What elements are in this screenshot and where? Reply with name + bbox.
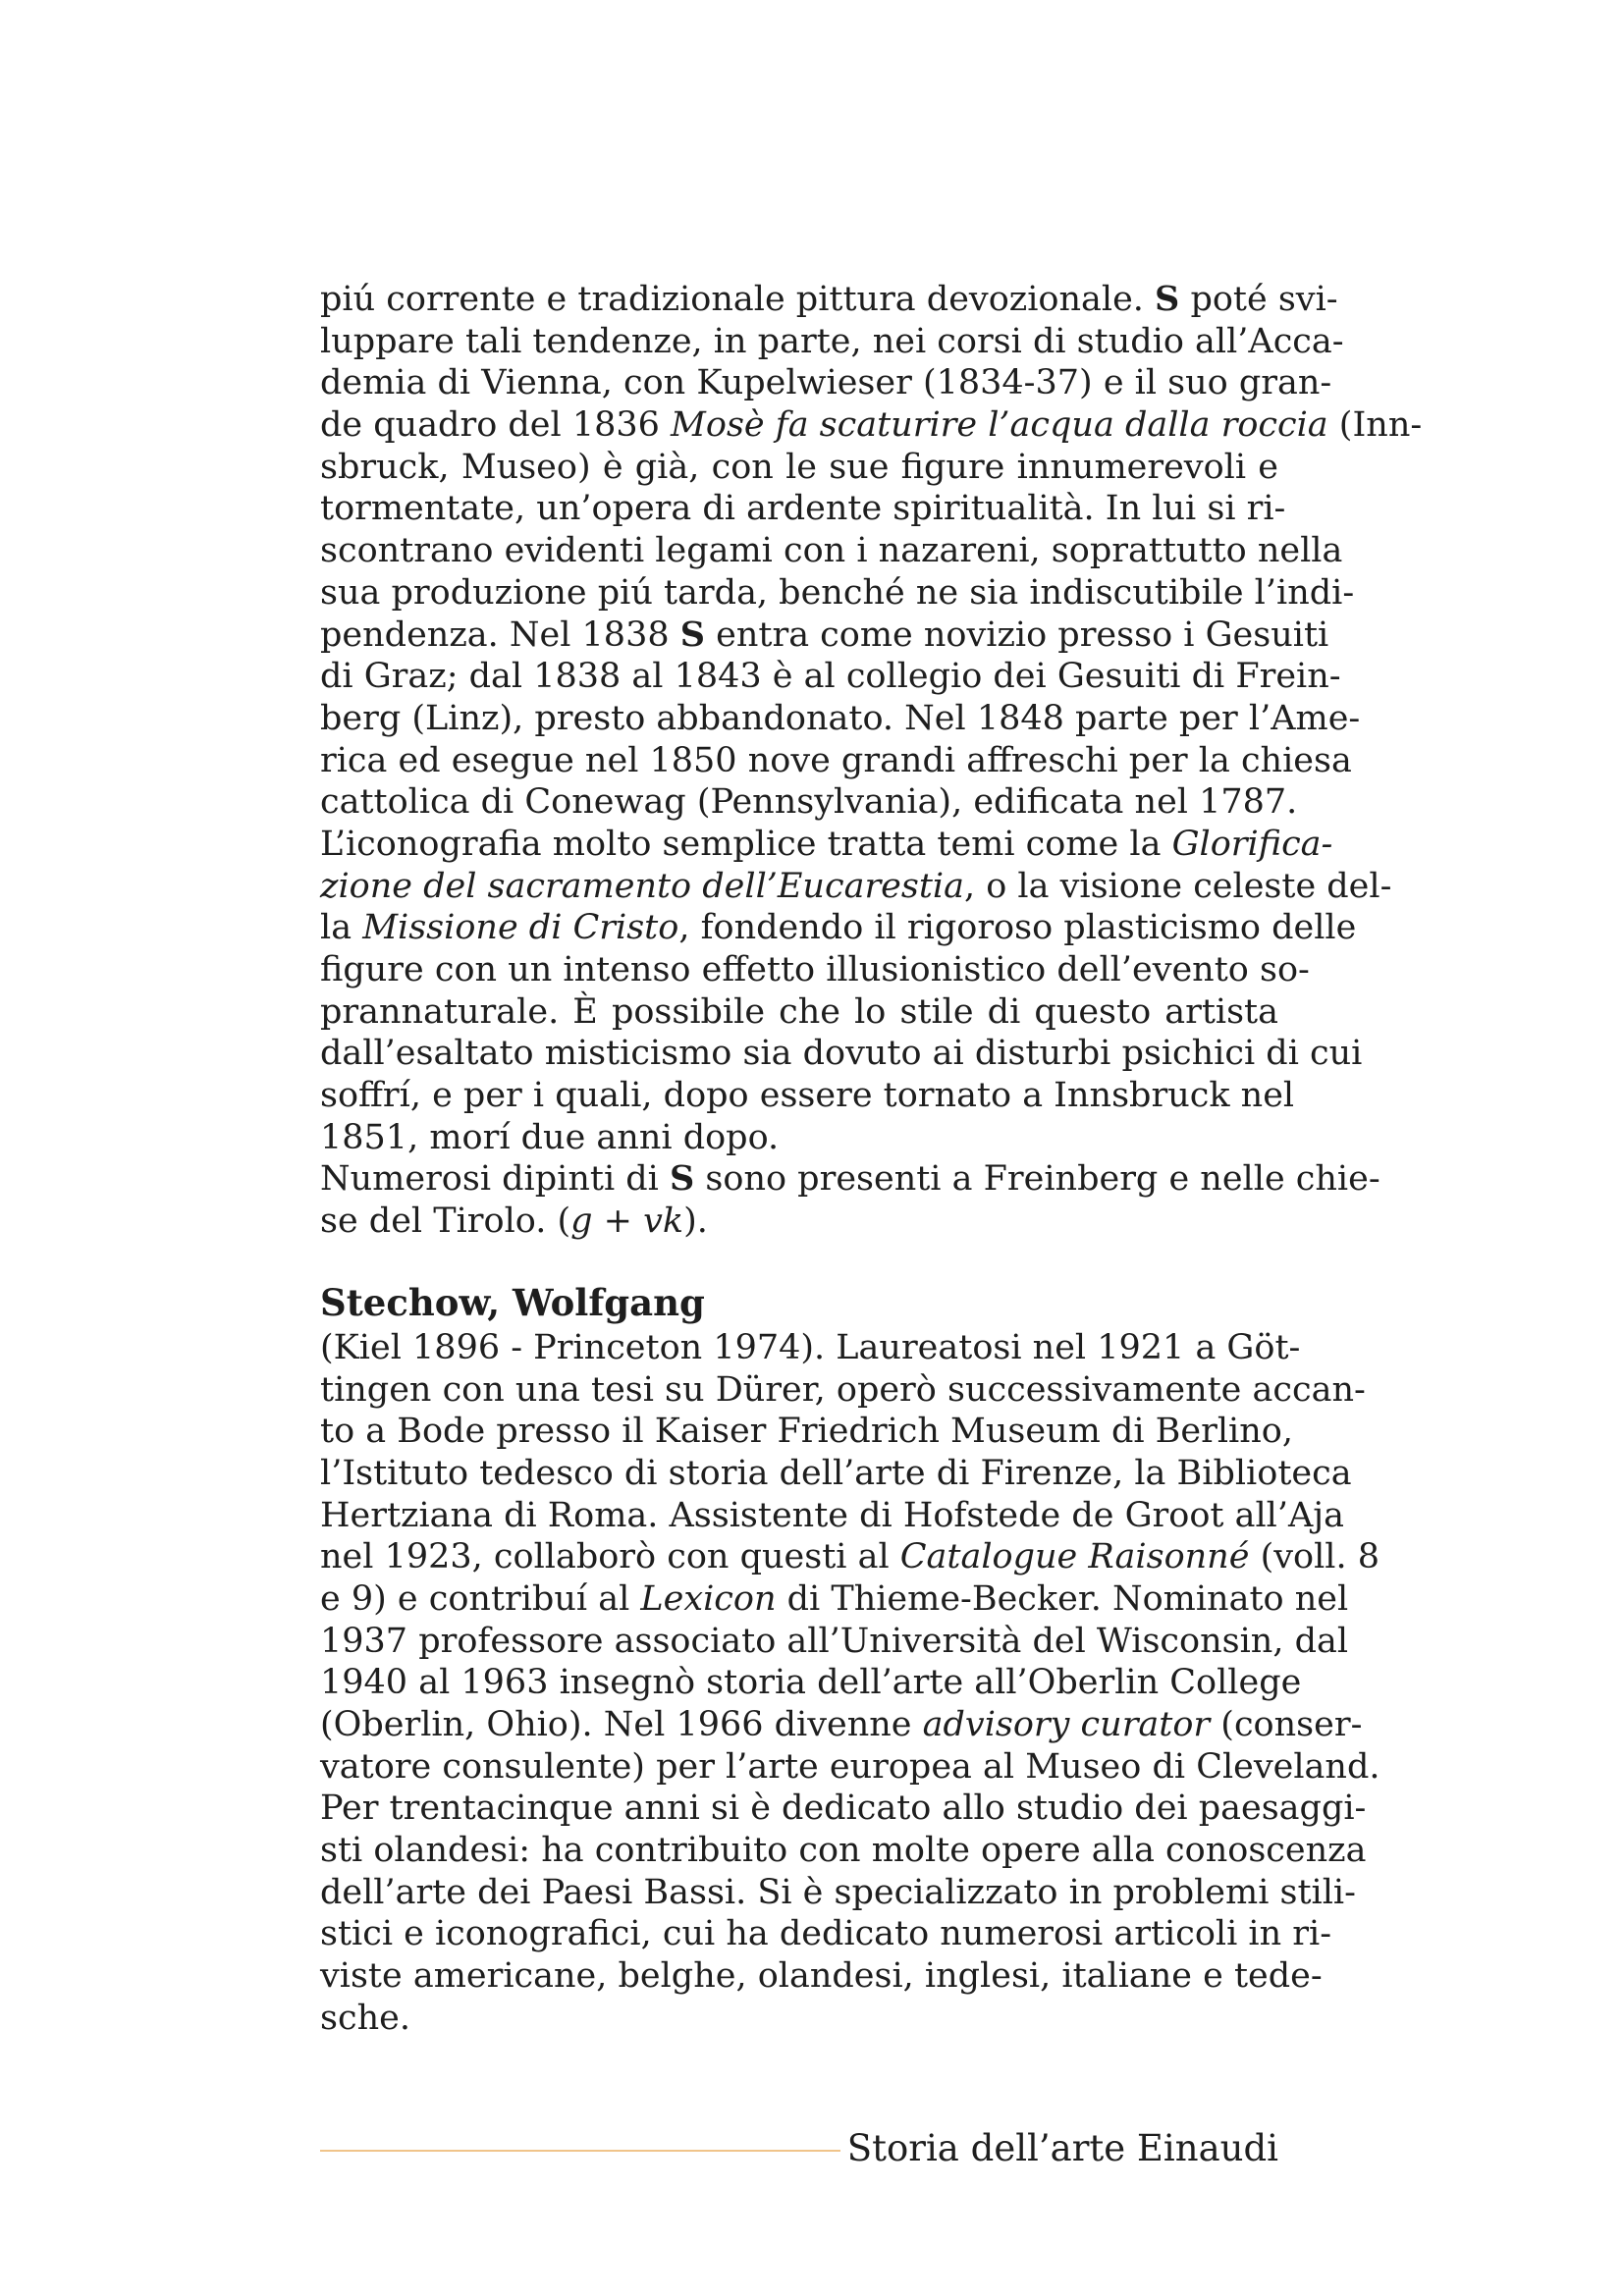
text-line — [320, 530, 1343, 572]
bold-abbreviation: S — [679, 614, 706, 655]
footer-publisher-text: Storia dell’arte Einaudi — [846, 2127, 1278, 2169]
text-span: Per trentacinque anni si è dedicato allo studio dei paesaggi- — [320, 1789, 1367, 1829]
text-span: poté svi- — [1179, 280, 1338, 319]
text-span: berg (Linz), presto abbandonato. Nel 1848 parte per l’Ame- — [320, 698, 1361, 738]
text-span: sbruck, Museo) è già, con le sue figure innumerevoli e — [320, 447, 1278, 487]
text-line — [320, 991, 1278, 1034]
text-line — [320, 614, 1329, 657]
text-span: sua produzione piú tarda, benché ne sia indiscutibile l’indi- — [320, 572, 1355, 613]
text-line — [320, 1453, 1352, 1495]
text-span: sono presenti a Freinberg e nelle chie- — [694, 1159, 1380, 1200]
text-line — [320, 1662, 1302, 1704]
text-line — [320, 362, 1332, 404]
text-line — [320, 907, 1357, 949]
text-line — [320, 1536, 1380, 1578]
italic-title: Glorifica- — [1171, 824, 1333, 864]
text-span: di Thieme-Becker. Nominato nel — [776, 1578, 1349, 1619]
entry-separator — [320, 1243, 1278, 1278]
text-span: dall’esaltato misticismo sia dovuto ai disturbi psichici di cui — [320, 1034, 1363, 1074]
text-span: figure con un intenso effetto illusionistico dell’evento so- — [320, 950, 1310, 989]
text-span: 1940 al 1963 insegnò storia dell’arte all’Oberlin College — [320, 1663, 1302, 1703]
text-line — [320, 1327, 1301, 1369]
italic-title: advisory curator — [922, 1705, 1211, 1744]
text-line — [320, 1578, 1349, 1621]
text-line — [320, 572, 1355, 614]
text-line — [320, 824, 1333, 866]
footer-rule — [320, 2150, 840, 2152]
text-line — [320, 1621, 1349, 1663]
text-line — [320, 1033, 1363, 1075]
text-line — [320, 1158, 1380, 1201]
text-line — [320, 1746, 1380, 1789]
text-span: Numerosi dipinti di — [320, 1159, 670, 1200]
text-span: tormentate, un’opera di ardente spiritualità. In lui si ri- — [320, 489, 1286, 529]
text-line — [320, 1117, 1278, 1159]
text-line — [320, 1369, 1366, 1412]
text-span: (voll. 8 — [1249, 1537, 1380, 1577]
text-span: (Oberlin, Ohio). Nel 1966 divenne — [320, 1705, 923, 1744]
text-line — [320, 279, 1338, 321]
text-span: stici e iconografici, cui ha dedicato numerosi articoli in ri- — [320, 1914, 1332, 1954]
text-span: prannaturale. È possibile che lo stile di questo artista — [320, 991, 1278, 1032]
text-span: scontrano evidenti legami con i nazareni, soprattutto nella — [320, 531, 1343, 571]
text-span: piú corrente e tradizionale pittura devozionale. — [320, 280, 1156, 319]
text-line — [320, 1788, 1367, 1830]
text-span: vatore consulente) per l’arte europea al Museo di Cleveland. — [320, 1746, 1380, 1787]
text-line — [320, 1704, 1363, 1746]
text-span: sti olandesi: ha contribuito con molte opere alla conoscenza — [320, 1831, 1367, 1871]
text-span: L’iconografia molto semplice tratta temi come la — [320, 824, 1172, 864]
text-line — [320, 656, 1341, 698]
text-line — [320, 1998, 1278, 2040]
page-content — [320, 279, 1423, 2040]
text-line — [320, 404, 1423, 447]
italic-title: Mosè fa scaturire l’acqua dalla roccia — [671, 405, 1328, 446]
text-span: to a Bode presso il Kaiser Friedrich Museum di Berlino, — [320, 1412, 1293, 1452]
text-span: tingen con una tesi su Dürer, operò successivamente accan- — [320, 1369, 1366, 1410]
entry-body — [320, 1327, 1380, 2040]
text-span: , fondendo il rigoroso plasticismo delle — [678, 908, 1357, 948]
text-line — [320, 1075, 1295, 1117]
text-span: 1851, morí due anni dopo. — [320, 1117, 780, 1157]
text-span: Hertziana di Roma. Assistente di Hofstede de Groot all’Aja — [320, 1495, 1344, 1535]
text-line — [320, 781, 1298, 824]
text-span: nel 1923, collaborò con questi al — [320, 1537, 900, 1577]
text-span: di Graz; dal 1838 al 1843 è al collegio dei Gesuiti di Frein- — [320, 657, 1341, 697]
text-line — [320, 1955, 1323, 1998]
text-span: e 9) e contribuí al — [320, 1578, 641, 1619]
text-span: luppare tali tendenze, in parte, nei corsi di studio all’Acca- — [320, 321, 1344, 361]
italic-title: Catalogue Raisonné — [899, 1537, 1250, 1577]
text-line — [320, 698, 1361, 740]
italic-title: Lexicon — [640, 1578, 777, 1619]
text-span: soffrí, e per i quali, dopo essere tornato a Innsbruck nel — [320, 1076, 1295, 1116]
text-span: (Kiel 1896 - Princeton 1974). Laureatosi nel 1921 a Göt- — [320, 1327, 1301, 1367]
text-span: sche. — [320, 1998, 410, 2038]
text-line — [320, 1872, 1356, 1914]
text-span: rica ed esegue nel 1850 nove grandi affreschi per la chiesa — [320, 740, 1352, 780]
text-line — [320, 1913, 1332, 1955]
text-line — [320, 740, 1352, 782]
text-span: viste americane, belghe, olandesi, inglesi, italiane e tede- — [320, 1956, 1323, 1997]
text-line — [320, 1411, 1293, 1453]
text-span: , o la visione celeste del- — [963, 866, 1392, 906]
italic-title: g + vk — [570, 1201, 684, 1242]
text-span: de quadro del 1836 — [320, 405, 672, 446]
bold-abbreviation: S — [1155, 279, 1180, 319]
italic-title: Missione di Cristo — [362, 908, 679, 948]
text-line — [320, 1495, 1344, 1537]
text-span: entra come novizio presso i Gesuiti — [705, 614, 1329, 655]
text-span: demia di Vienna, con Kupelwieser (1834-37) e il suo gran- — [320, 363, 1332, 403]
text-span: cattolica di Conewag (Pennsylvania), edificata nel 1787. — [320, 782, 1298, 823]
text-span: (Inn- — [1327, 405, 1423, 446]
text-line — [320, 321, 1344, 363]
entry-continuation — [320, 279, 1423, 1243]
text-span: (conser- — [1210, 1705, 1363, 1744]
text-line — [320, 488, 1286, 530]
text-line — [320, 949, 1310, 991]
text-span: 1937 professore associato all’Università del Wisconsin, dal — [320, 1621, 1349, 1661]
text-line — [320, 1830, 1367, 1872]
text-span: se del Tirolo. ( — [320, 1201, 571, 1242]
italic-title: zione del sacramento dell’Eucarestia — [320, 866, 964, 906]
text-line — [320, 447, 1278, 489]
text-span: l’Istituto tedesco di storia dell’arte di Firenze, la Biblioteca — [320, 1453, 1352, 1493]
text-line — [320, 866, 1392, 908]
text-span: la — [320, 908, 363, 948]
text-line — [320, 1201, 1278, 1243]
page-footer — [320, 2124, 1278, 2173]
text-span: pendenza. Nel 1838 — [320, 614, 680, 655]
bold-abbreviation: S — [670, 1158, 695, 1200]
entry-heading: Stechow, Wolfgang — [320, 1280, 705, 1324]
text-span: dell’arte dei Paesi Bassi. Si è specializzato in problemi stili- — [320, 1872, 1356, 1912]
text-span: ). — [683, 1201, 708, 1242]
